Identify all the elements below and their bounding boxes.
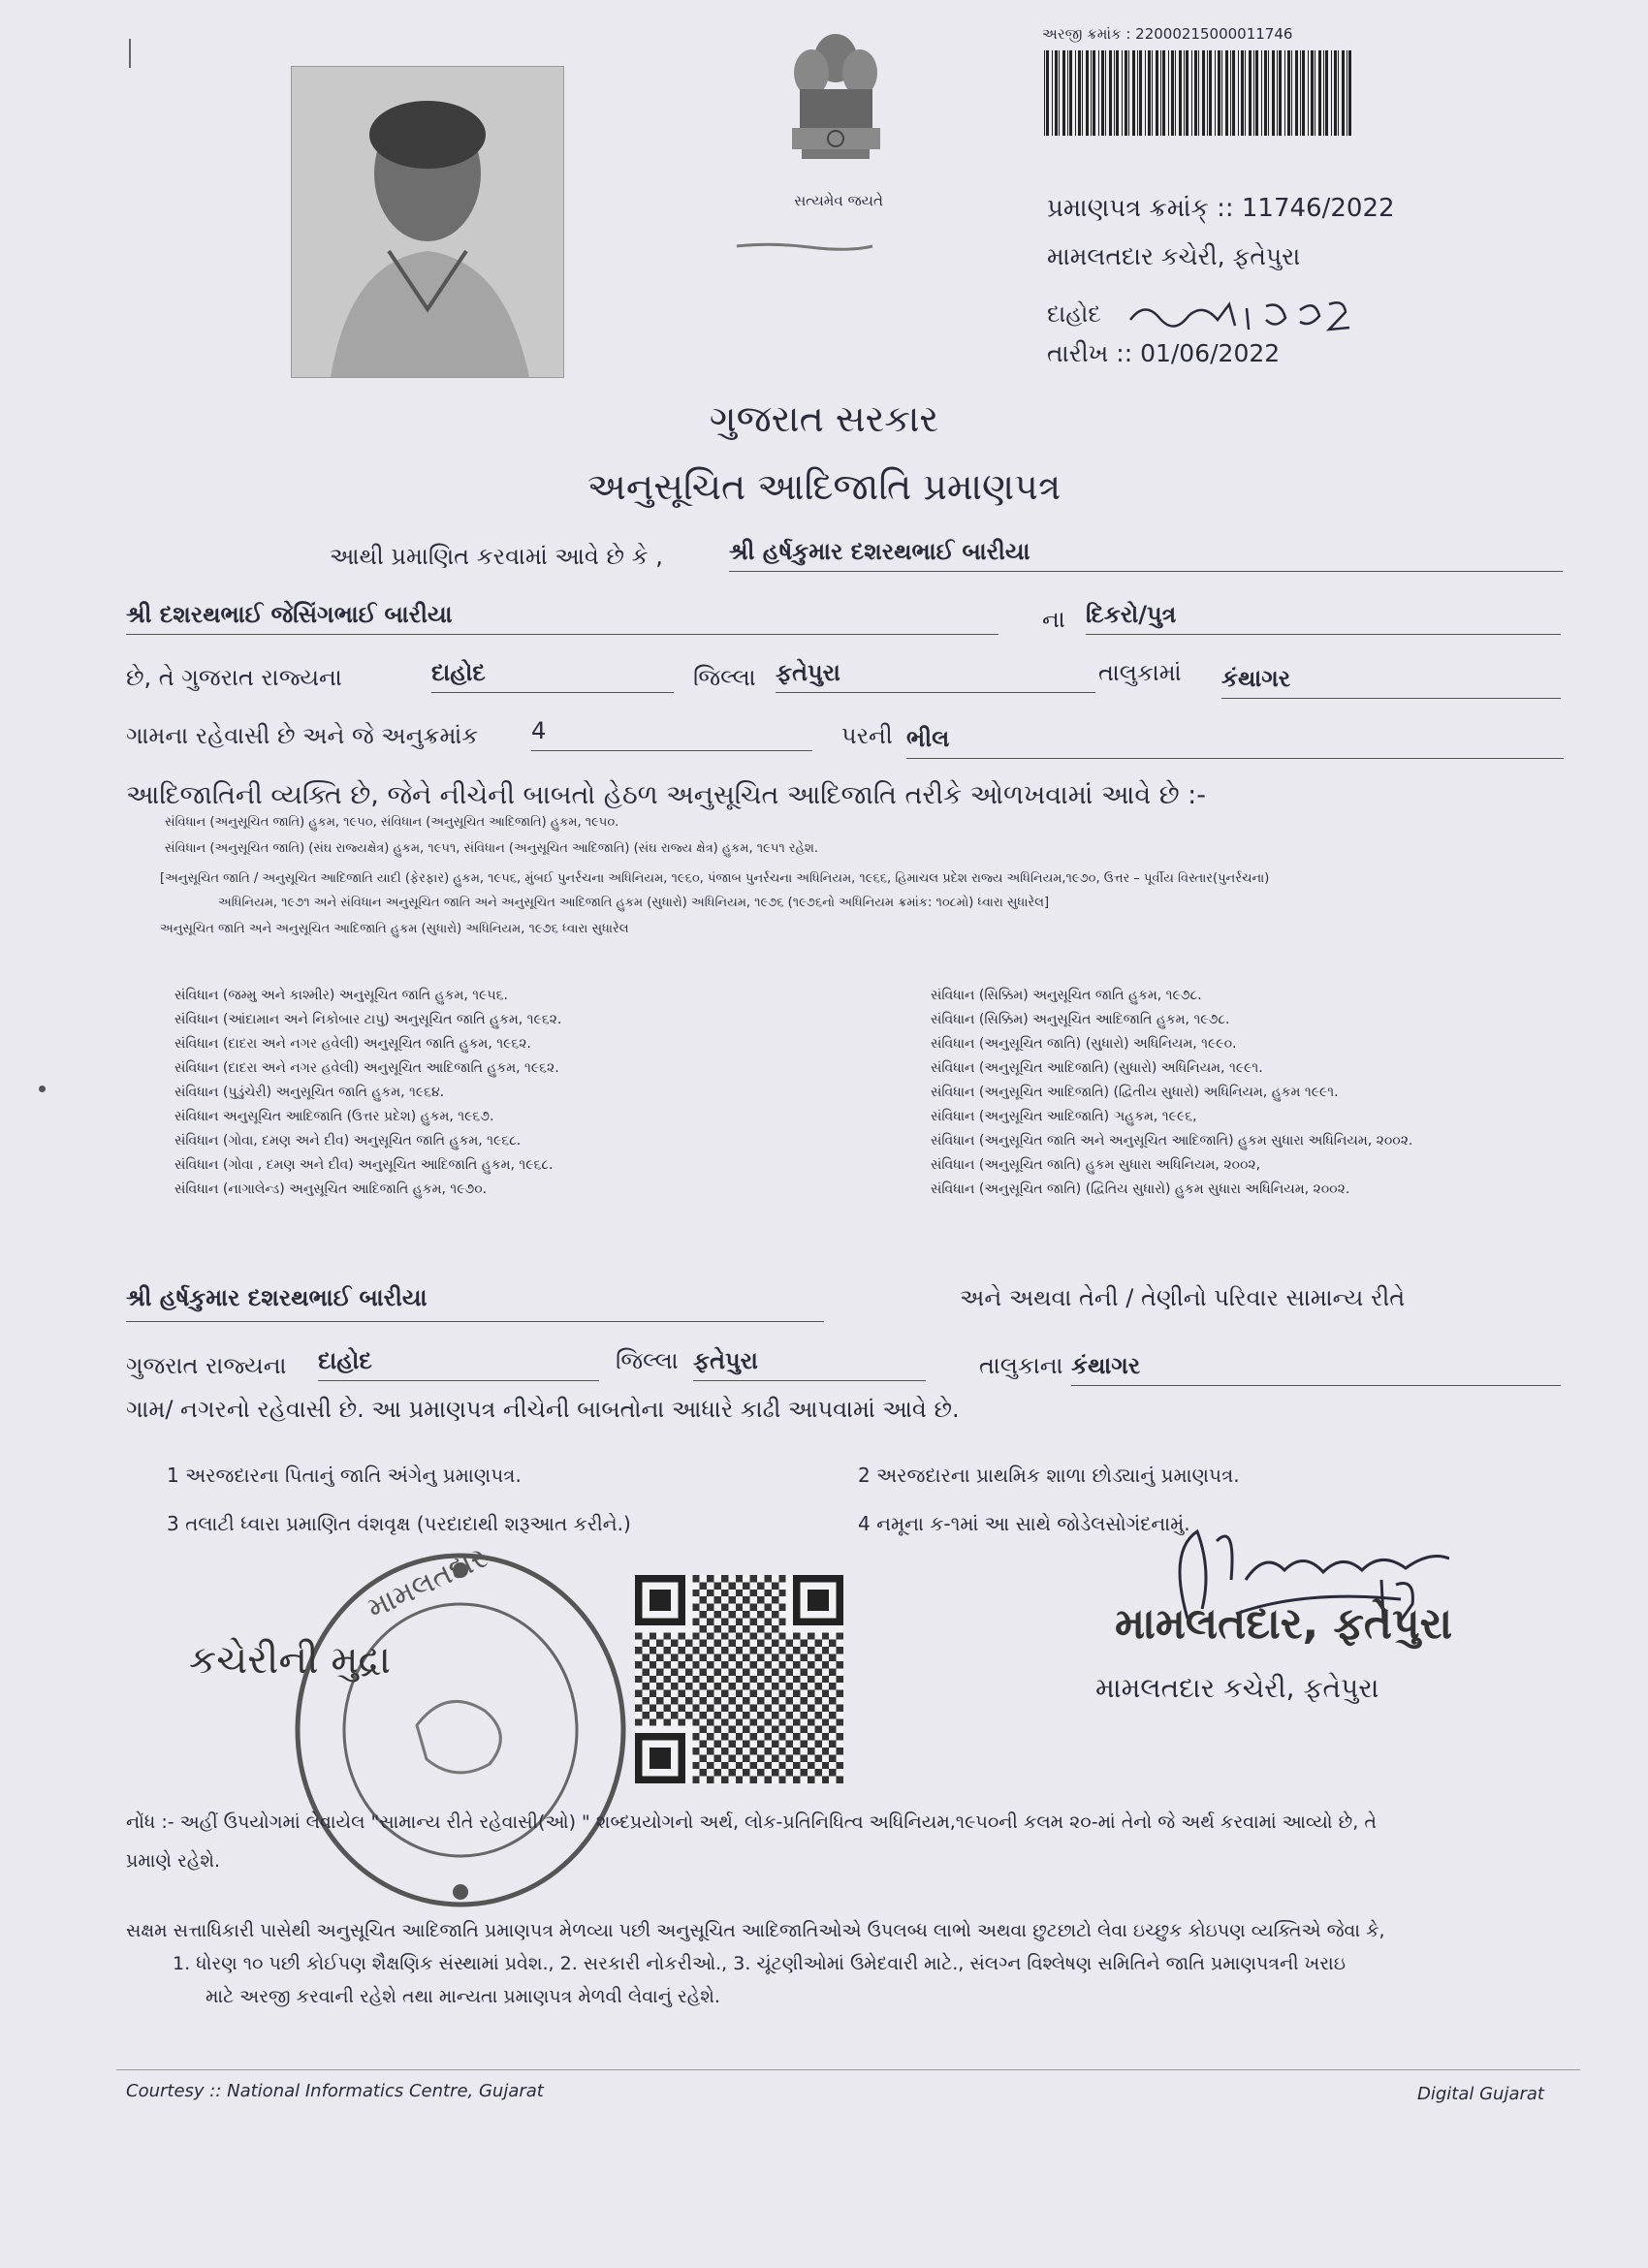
applicant-name-2: શ્રી હર્ષકુમાર દશરથભાઈ બારીયા	[126, 1284, 824, 1322]
reference-line: અધિનિયમ, ૧૯૭૧ અને સંવિધાન અનુસૂચિત જાતિ અને અનુસૂચિત આદિજાતિ હુકમ (સુધારો) અધિનિયમ, ૧૯૭૬ (૧૯૭૬નો અધિનિયમ ક્રમાંક: ૧૦૮મો) ધ્વારા સુધારેલ]	[218, 896, 1050, 910]
certificate-title: અનુસૂચિત આદિજાતિ પ્રમાણપત્ર	[586, 465, 1062, 508]
reference-item: સંવિધાન (આંદામાન અને નિકોબાર ટાપુ) અનુસૂચિત જાતિ હુકમ, ૧૯૬૨.	[174, 1012, 562, 1027]
reference-item: સંવિધાન (નાગાલેન્ડ) અનુસૂચિત આદિજાતિ હુકમ, ૧૯૭૦.	[174, 1181, 488, 1197]
references-head	[160, 812, 1570, 939]
reference-item: સંવિધાન (અનુસૂચિત જાતિ) હુકમ સુધારા અધિનિયમ, ૨૦૦૨,	[931, 1157, 1261, 1173]
note-line: માટે અરજી કરવાની રહેશે તથા માન્યતા પ્રમાણપત્ર મેળવી લેવાનું રહેશે.	[206, 1986, 720, 2007]
village-value-2: કંથાગર	[1071, 1352, 1561, 1386]
reference-item: સંવિધાન (પુડુંચેરી) અનુસૂચિત જાતિ હુકમ, ૧૯૬૪.	[174, 1085, 445, 1100]
application-number: અરજી ક્રમાંક : 22000215000011746	[1042, 25, 1293, 43]
reference-item: સંવિધાન (ગોવા, દમણ અને દીવ) અનુસૂચિત જાતિ હુકમ, ૧૯૬૮.	[174, 1133, 522, 1149]
references-left	[174, 984, 853, 1202]
margin-dot	[39, 1086, 46, 1092]
note-line: નોંધ :- અહીં ઉપયોગમાં લેવાયેલ "સામાન્ય રીતે રહેવાસી(ઓ) " શબ્દપ્રયોગનો અર્થ, લોક-પ્રતિનિધિત્વ અધિનિયમ,૧૯૫૦ની કલમ ૨૦-માં તેનો જે અર્થ કરવામાં આવ્યો છે, તે	[126, 1811, 1377, 1833]
document-item: 2 અરજદારના પ્રાથમિક શાળા છોડ્યાનું પ્રમાણપત્ર.	[858, 1464, 1240, 1487]
officer-office: મામલતદાર કચેરી, ફતેપુરા	[1095, 1672, 1379, 1704]
margin-mark	[129, 39, 131, 68]
family-text: અને અથવા તેની / તેણીનો પરિવાર સામાન્ય રીતે	[960, 1284, 1406, 1311]
reference-item: સંવિધાન (અનુસૂચિત આદિજાતિ) (સુધારો) અધિનિયમ, ૧૯૯૧.	[931, 1060, 1263, 1076]
handwritten-prefix: દાહોદ	[1047, 300, 1101, 328]
reference-line: સંવિધાન (અનુસૂચિત જાતિ) હુકમ, ૧૯૫૦, સંવિધાન (અનુસૂચિત આદિજાતિ) હુકમ, ૧૯૫૦.	[165, 815, 619, 830]
state-prefix-2: ગુજરાત રાજ્યના	[126, 1352, 287, 1379]
reference-line: [અનુસૂચિત જાતિ / અનુસૂચિત આદિજાતિ યાદી (ફેરફાર) હુકમ, ૧૯૫૬, મુંબઈ પુનર્રચના અધિનિયમ, ૧૯૬૦, પંજાબ પુનર્રચના અધિનિયમ, ૧૯૬૬, હિમાચલ પ્રદેશ રાજ્ય અધિનિયમ,૧૯૭૦, ઉત્તર – પૂર્વીય વિસ્તાર(પુનર્રચના)	[160, 871, 1270, 886]
father-name: શ્રી દશરથભાઈ જેસિંગભાઈ બારીયા	[126, 601, 998, 635]
reference-item: સંવિધાન (અનુસૂચિત જાતિ) (દ્વિતિય સુધારો) હુકમ સુધારા અધિનિયમ, ૨૦૦૨.	[931, 1181, 1350, 1197]
reference-line: સંવિધાન (અનુસૂચિત જાતિ) (સંઘ રાજ્યક્ષેત્ર) હુકમ, ૧૯૫૧, સંવિધાન (અનુસૂચિત આદિજાતિ) (સંઘ રાજ્ય ક્ષેત્ર) હુકમ, ૧૯૫૧ રહેશ.	[165, 841, 818, 856]
taluka-value-2: ફતેપુરા	[693, 1347, 926, 1381]
note-line: 1. ધોરણ ૧૦ પછી કોઈપણ શૈક્ષણિક સંસ્થામાં પ્રવેશ., 2. સરકારી નોકરીઓ., 3. ચૂંટણીઓમાં ઉમેદવારી માટે., સંલગ્ન વિશ્લેષણ સમિતિને જાતિ પ્રમાણપત્રની ખરાઇ	[173, 1953, 1346, 1974]
applicant-photo	[291, 66, 564, 378]
relation: દિકરો/પુત્ર	[1086, 601, 1561, 635]
barcode	[1042, 50, 1357, 136]
reference-item: સંવિધાન (અનુસૂચિત આદિજાતિ) ઞહુકમ, ૧૯૯૬,	[931, 1109, 1197, 1124]
government-title: ગુજરાત સરકાર	[709, 397, 939, 440]
officer-designation-stamp: મામલતદાર, ફતેપુરા	[1115, 1599, 1453, 1649]
handwritten-ref-scribble	[1121, 291, 1353, 337]
tribal-statement: આદિજાતિની વ્યક્તિ છે, જેને નીચેની બાબતો હેઠળ અનુસૂચિત આદિજાતિ તરીકે ઓળખવામાં આવે છે :-	[126, 780, 1207, 810]
reference-item: સંવિધાન (સિક્કિમ) અનુસૂચિત આદિજાતિ હુકમ, ૧૯૭૮.	[931, 1012, 1230, 1027]
reference-item: સંવિધાન અનુસૂચિત આદિજાતિ (ઉત્તર પ્રદેશ) હુકમ, ૧૯૬૭.	[174, 1109, 494, 1124]
document-item: 3 તલાટી ધ્વારા પ્રમાણિત વંશવૃક્ષ (પરદાદાથી શરૂઆત કરીને.)	[167, 1512, 631, 1535]
applicant-name: શ્રી હર્ષકુમાર દશરથભાઈ બારીયા	[729, 538, 1563, 572]
basis-text: ગામ/ નગરનો રહેવાસી છે. આ પ્રમાણપત્ર નીચેની બાબતોના આધારે કાઢી આપવામાં આવે છે.	[126, 1396, 960, 1423]
issue-date: તારીખ :: 01/06/2022	[1047, 339, 1281, 367]
national-emblem-icon	[780, 29, 892, 194]
taluka-label: તાલુકામાં	[1098, 659, 1182, 686]
note-line: પ્રમાણે રહેશે.	[126, 1850, 221, 1872]
reference-item: સંવિધાન (સિક્કિમ) અનુસૂચિત જાતિ હુકમ, ૧૯૭૮.	[931, 988, 1202, 1003]
reference-line: અનુસૂચિત જાતિ અને અનુસૂચિત આદિજાતિ હુકમ (સુધારો) અધિનિયમ, ૧૯૭૬ ધ્વારા સુધારેલ	[160, 922, 629, 936]
svg-text:મામલતદાર: મામલતદાર	[362, 1541, 492, 1626]
document-item: 1 અરજદારના પિતાનું જાતિ અંગેનુ પ્રમાણપત્ર.	[167, 1464, 522, 1487]
emblem-motto: સત્યમેવ જયતે	[794, 192, 883, 209]
reference-item: સંવિધાન (જમ્મુ અને કાશ્મીર) અનુસૂચિત જાતિ હુકમ, ૧૯૫૬.	[174, 988, 508, 1003]
reference-item: સંવિધાન (ગોવા , દમણ અને દીવ) અનુસૂચિત આદિજાતિ હુકમ, ૧૯૬૮.	[174, 1157, 554, 1173]
district-value-2: દાહોદ	[318, 1347, 599, 1381]
references-right	[931, 984, 1609, 1202]
note-line: સક્ષમ સત્તાધિકારી પાસેથી અનુસૂચિત આદિજાતિ પ્રમાણપત્ર મેળવ્યા પછી અનુસૂચિત આદિજાતિઓએ ઉપલબ્ધ લાભો અથવા છુટછાટો લેવા ઇચ્છુક કોઇપણ વ્યક્તિએ જેવા કે,	[126, 1920, 1385, 1941]
handwritten-reference	[1047, 291, 1353, 337]
document-item: 4 નમૂના ક-૧માં આ સાથે જોડેલસોગંદનામું.	[858, 1512, 1190, 1535]
taluka-value: ફતેપુરા	[776, 659, 1095, 693]
taluka-label-2: તાલુકાના	[979, 1352, 1063, 1379]
district-label: જિલ્લા	[693, 664, 756, 691]
reference-item: સંવિધાન (દાદરા અને નગર હવેલી) અનુસૂચિત આદિજાતિ હુકમ, ૧૯૬૨.	[174, 1060, 559, 1076]
state-prefix: છે, તે ગુજરાત રાજ્યના	[126, 664, 342, 691]
tribe-name: ભીલ	[906, 725, 1564, 759]
footer-brand: Digital Gujarat	[1417, 2084, 1544, 2104]
certify-intro: આથી પ્રમાણિત કરવામાં આવે છે કે ,	[330, 543, 663, 570]
resident-text: ગામના રહેવાસી છે અને જે અનુક્રમાંક	[126, 722, 479, 749]
reference-item: સંવિધાન (અનુસૂચિત જાતિ અને અનુસૂચિત આદિજાતિ) હુકમ સુધારા અધિનિયમ, ૨૦૦૨.	[931, 1133, 1413, 1149]
serial-number: 4	[531, 717, 812, 751]
district-label-2: જિલ્લા	[616, 1347, 679, 1374]
na-label: ના	[1042, 606, 1065, 633]
issuing-office: મામલતદાર કચેરી, ફતેપુરા	[1047, 242, 1301, 270]
certificate-number: પ્રમાણપત્ર ક્રમાંક્ :: 11746/2022	[1047, 194, 1395, 223]
par-label: પરની	[841, 722, 893, 749]
footer-credit: Courtesy :: National Informatics Centre, Gujarat	[126, 2081, 544, 2101]
smudge-mark	[732, 237, 877, 249]
note-eligibility	[126, 1914, 1580, 2013]
qr-code	[635, 1575, 843, 1783]
note-residence	[126, 1803, 1570, 1880]
district-value: દાહોદ	[431, 659, 674, 693]
stamp-office-label: કચેરીની મુદ્રા	[189, 1638, 391, 1683]
village-value: કંથાગર	[1221, 665, 1561, 699]
reference-item: સંવિધાન (અનુસૂચિત આદિજાતિ) (દ્વિતીય સુધારો) અધિનિયમ, હુકમ ૧૯૯૧.	[931, 1085, 1339, 1100]
footer-divider	[116, 2069, 1580, 2070]
reference-item: સંવિધાન (અનુસૂચિત જાતિ) (સુધારો) અધિનિયમ, ૧૯૯૦.	[931, 1036, 1237, 1052]
reference-item: સંવિધાન (દાદરા અને નગર હવેલી) અનુસૂચિત જાતિ હુકમ, ૧૯૬૨.	[174, 1036, 531, 1052]
